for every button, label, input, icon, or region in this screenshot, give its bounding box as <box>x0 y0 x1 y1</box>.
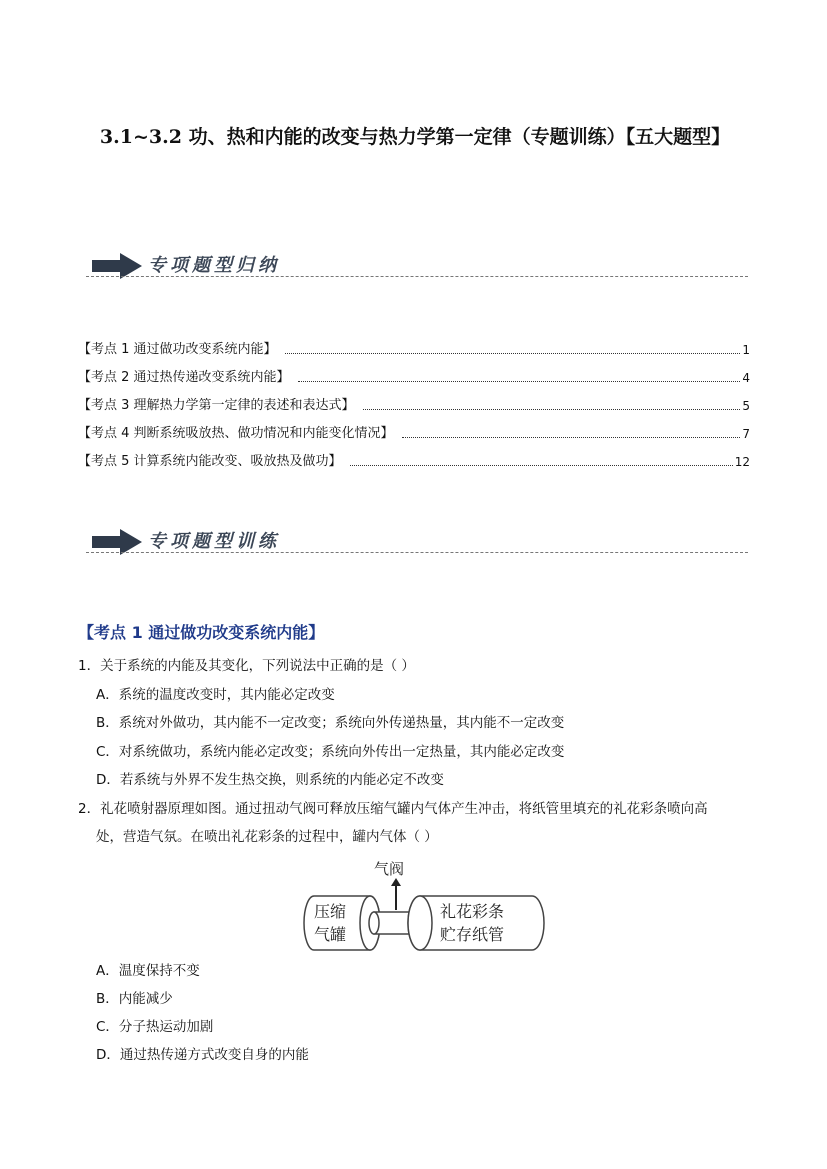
question-2-option-a: A．温度保持不变 <box>96 963 200 979</box>
section-heading: 【考点 1 通过做功改变系统内能】 <box>78 623 325 642</box>
question-1-option-c: C．对系统做功，系统内能必定改变；系统向外传出一定热量，其内能必定改变 <box>96 744 565 760</box>
question-1-option-d: D．若系统与外界不发生热交换，则系统的内能必定不改变 <box>96 772 444 788</box>
figure-tank-label-1: 压缩 <box>314 902 347 921</box>
question-1-stem: 1．关于系统的内能及其变化，下列说法中正确的是（ ） <box>78 658 415 674</box>
page-title: 3.1~3.2 功、热和内能的改变与热力学第一定律（专题训练）【五大题型】 <box>99 126 731 148</box>
figure-confetti-launcher <box>300 856 550 956</box>
banner-summary-text: 专项题型归纳 <box>148 255 280 276</box>
table-of-contents <box>78 336 750 476</box>
question-2-option-d: D．通过热传递方式改变自身的内能 <box>96 1047 309 1063</box>
toc-item[interactable]: 【考点 1 通过做功改变系统内能】 1 <box>78 336 750 364</box>
figure-valve-label: 气阀 <box>374 860 405 878</box>
divider <box>86 276 748 277</box>
question-1-option-a: A．系统的温度改变时，其内能必定改变 <box>96 687 335 703</box>
banner-training <box>86 521 748 561</box>
banner-summary <box>86 245 748 285</box>
toc-item[interactable]: 【考点 3 理解热力学第一定律的表述和表达式】 5 <box>78 392 750 420</box>
toc-item[interactable]: 【考点 5 计算系统内能改变、吸放热及做功】 12 <box>78 448 750 476</box>
question-2-option-c: C．分子热运动加剧 <box>96 1019 214 1035</box>
banner-training-text: 专项题型训练 <box>148 531 280 552</box>
question-2-option-b: B．内能减少 <box>96 991 173 1007</box>
question-2-stem-line2: 处，营造气氛。在喷出礼花彩条的过程中，罐内气体（ ） <box>96 829 438 845</box>
toc-item[interactable]: 【考点 2 通过热传递改变系统内能】 4 <box>78 364 750 392</box>
figure-tube-label-2: 贮存纸管 <box>440 925 505 944</box>
toc-item[interactable]: 【考点 4 判断系统吸放热、做功情况和内能变化情况】 7 <box>78 420 750 448</box>
question-1-option-b: B．系统对外做功，其内能不一定改变；系统向外传递热量，其内能不一定改变 <box>96 715 565 731</box>
divider <box>86 552 748 553</box>
figure-tube-label-1: 礼花彩条 <box>440 902 505 921</box>
question-2-stem-line1: 2．礼花喷射器原理如图。通过扭动气阀可释放压缩气罐内气体产生冲击，将纸管里填充的礼花彩条喷向高 <box>78 801 708 817</box>
figure-tank-label-2: 气罐 <box>314 925 347 944</box>
